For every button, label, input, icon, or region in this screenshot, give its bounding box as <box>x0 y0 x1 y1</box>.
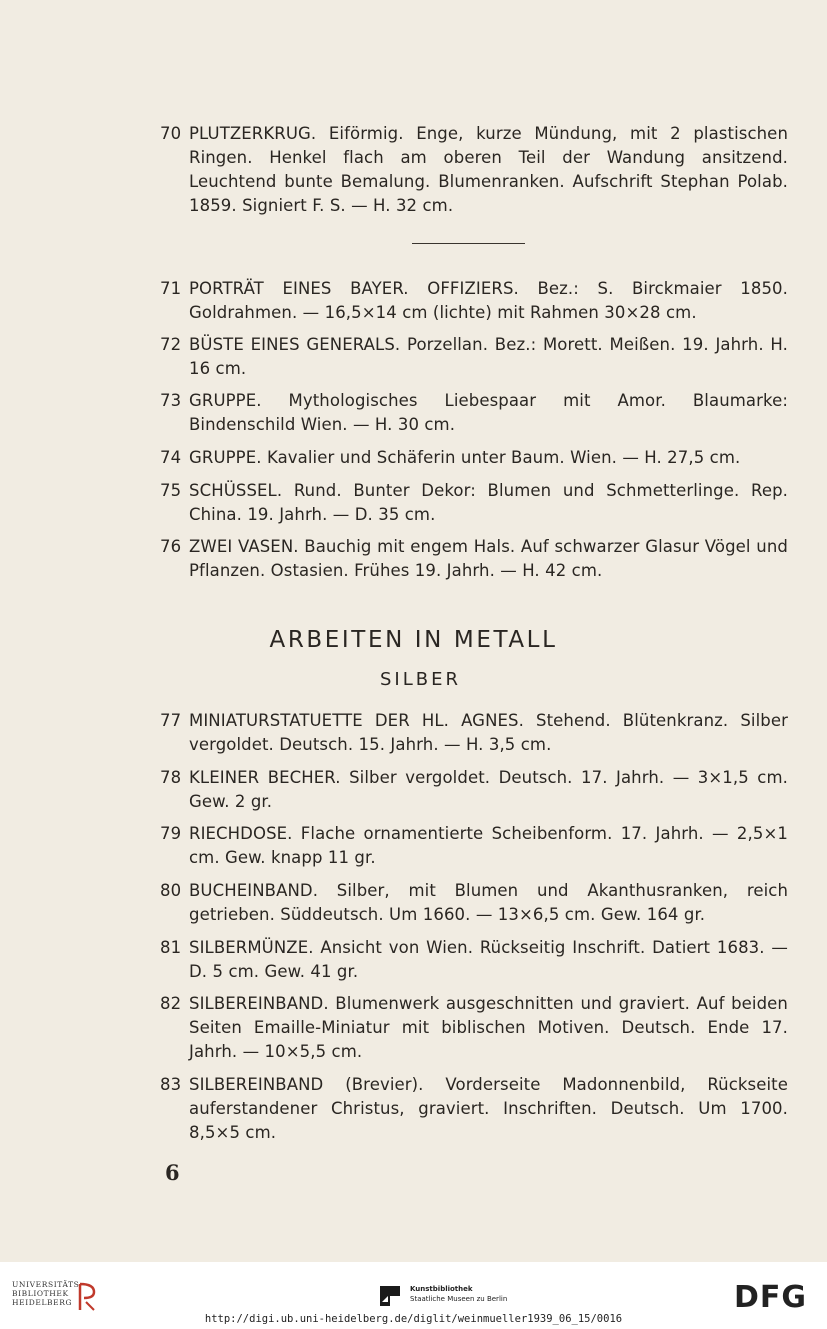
dfg-logo[interactable]: DFG <box>734 1280 808 1315</box>
entry-76 <box>160 535 788 583</box>
entry-number: 70 <box>160 124 182 143</box>
entry-text: GRUPPE. Mythologisches Liebespaar mit Amor. Blaumarke: Bindenschild Wien. — H. 30 cm. <box>189 391 788 434</box>
kunstbibliothek-wordmark <box>410 1284 507 1304</box>
uni-seal-icon <box>76 1282 98 1312</box>
uni-line-2: BIBLIOTHEK <box>12 1289 69 1298</box>
entry-text: BÜSTE EINES GENERALS. Porzellan. Bez.: Morett. Meißen. 19. Jahrh. H. 16 cm. <box>189 335 788 378</box>
entry-74 <box>160 446 788 470</box>
kb-line-2: Staatliche Museen zu Berlin <box>410 1295 508 1303</box>
entry-text: SILBEREINBAND (Brevier). Vorderseite Madonnenbild, Rückseite auferstandener Christus, graviert. Inschriften. Deutsch. Um 1700. 8,5×5 cm. <box>189 1075 788 1142</box>
entry-number: 72 <box>160 335 182 354</box>
entry-text: BUCHEINBAND. Silber, mit Blumen und Akanthusranken, reich getrieben. Süddeutsch. Um 1660. — 13×6,5 cm. Gew. 164 gr. <box>189 881 788 924</box>
entry-72 <box>160 333 788 381</box>
entry-text: ZWEI VASEN. Bauchig mit engem Hals. Auf schwarzer Glasur Vögel und Pflanzen. Ostasien. Frühes 19. Jahrh. — H. 42 cm. <box>189 537 788 580</box>
entry-80 <box>160 879 788 927</box>
entry-text: PLUTZERKRUG. Eiförmig. Enge, kurze Mündung, mit 2 plastischen Ringen. Henkel flach am oberen Teil der Wandung ansitzend. Leuchtend bunte Bemalung. Blumenranken. Aufschrift Stephan Polab. 1859. Signiert F. S. — H. 32 cm. <box>189 124 788 215</box>
entry-number: 78 <box>160 768 182 787</box>
entry-81 <box>160 936 788 984</box>
entry-78 <box>160 766 788 814</box>
entry-number: 80 <box>160 881 182 900</box>
entry-number: 75 <box>160 481 182 500</box>
uni-line-3: HEIDELBERG <box>12 1298 73 1307</box>
entry-number: 74 <box>160 448 182 467</box>
page-number: 6 <box>165 1160 180 1185</box>
entry-number: 83 <box>160 1075 182 1094</box>
entry-number: 79 <box>160 824 182 843</box>
entry-77 <box>160 709 788 757</box>
entry-75 <box>160 479 788 527</box>
kb-line-1: Kunstbibliothek <box>410 1285 473 1293</box>
entry-text: SCHÜSSEL. Rund. Bunter Dekor: Blumen und Schmetterlinge. Rep. China. 19. Jahrh. — D. 35 cm. <box>189 481 788 524</box>
entry-number: 77 <box>160 711 182 730</box>
entry-82 <box>160 992 788 1064</box>
entry-83 <box>160 1073 788 1145</box>
entry-text: MINIATURSTATUETTE DER HL. AGNES. Stehend. Blütenkranz. Silber vergoldet. Deutsch. 15. Jahrh. — H. 3,5 cm. <box>189 711 788 754</box>
entry-text: SILBERMÜNZE. Ansicht von Wien. Rückseitig Inschrift. Datiert 1683. — D. 5 cm. Gew. 41 gr. <box>189 938 788 981</box>
uni-line-1: UNIVERSITÄTS- <box>12 1280 83 1289</box>
kunstbibliothek-icon <box>378 1284 402 1308</box>
entry-number: 71 <box>160 279 182 298</box>
entry-70 <box>160 122 788 218</box>
entry-text: GRUPPE. Kavalier und Schäferin unter Baum. Wien. — H. 27,5 cm. <box>189 448 741 467</box>
entry-73 <box>160 389 788 437</box>
entry-text: SILBEREINBAND. Blumenwerk ausgeschnitten und graviert. Auf beiden Seiten Emaille-Miniatur mit biblischen Motiven. Deutsch. Ende 17. Jahrh. — 10×5,5 cm. <box>189 994 788 1061</box>
divider-rule <box>412 243 525 244</box>
uni-heidelberg-wordmark <box>12 1280 83 1307</box>
permalink-url[interactable]: http://digi.ub.uni-heidelberg.de/diglit/weinmueller1939_06_15/0016 <box>204 1313 623 1325</box>
entry-79 <box>160 822 788 870</box>
entry-text: KLEINER BECHER. Silber vergoldet. Deutsch. 17. Jahrh. — 3×1,5 cm. Gew. 2 gr. <box>189 768 788 811</box>
uni-heidelberg-logo[interactable] <box>12 1280 102 1316</box>
entry-number: 73 <box>160 391 182 410</box>
entry-number: 82 <box>160 994 182 1013</box>
section-subtitle: SILBER <box>380 669 461 690</box>
section-title: ARBEITEN IN METALL <box>269 627 558 653</box>
entry-number: 81 <box>160 938 182 957</box>
entry-text: RIECHDOSE. Flache ornamentierte Scheibenform. 17. Jahrh. — 2,5×1 cm. Gew. knapp 11 gr. <box>189 824 788 867</box>
digitization-footer <box>0 1262 827 1329</box>
entry-number: 76 <box>160 537 182 556</box>
kunstbibliothek-logo[interactable] <box>378 1284 528 1308</box>
entry-text: PORTRÄT EINES BAYER. OFFIZIERS. Bez.: S. Birckmaier 1850. Goldrahmen. — 16,5×14 cm (lichte) mit Rahmen 30×28 cm. <box>189 279 788 322</box>
entry-71 <box>160 277 788 325</box>
